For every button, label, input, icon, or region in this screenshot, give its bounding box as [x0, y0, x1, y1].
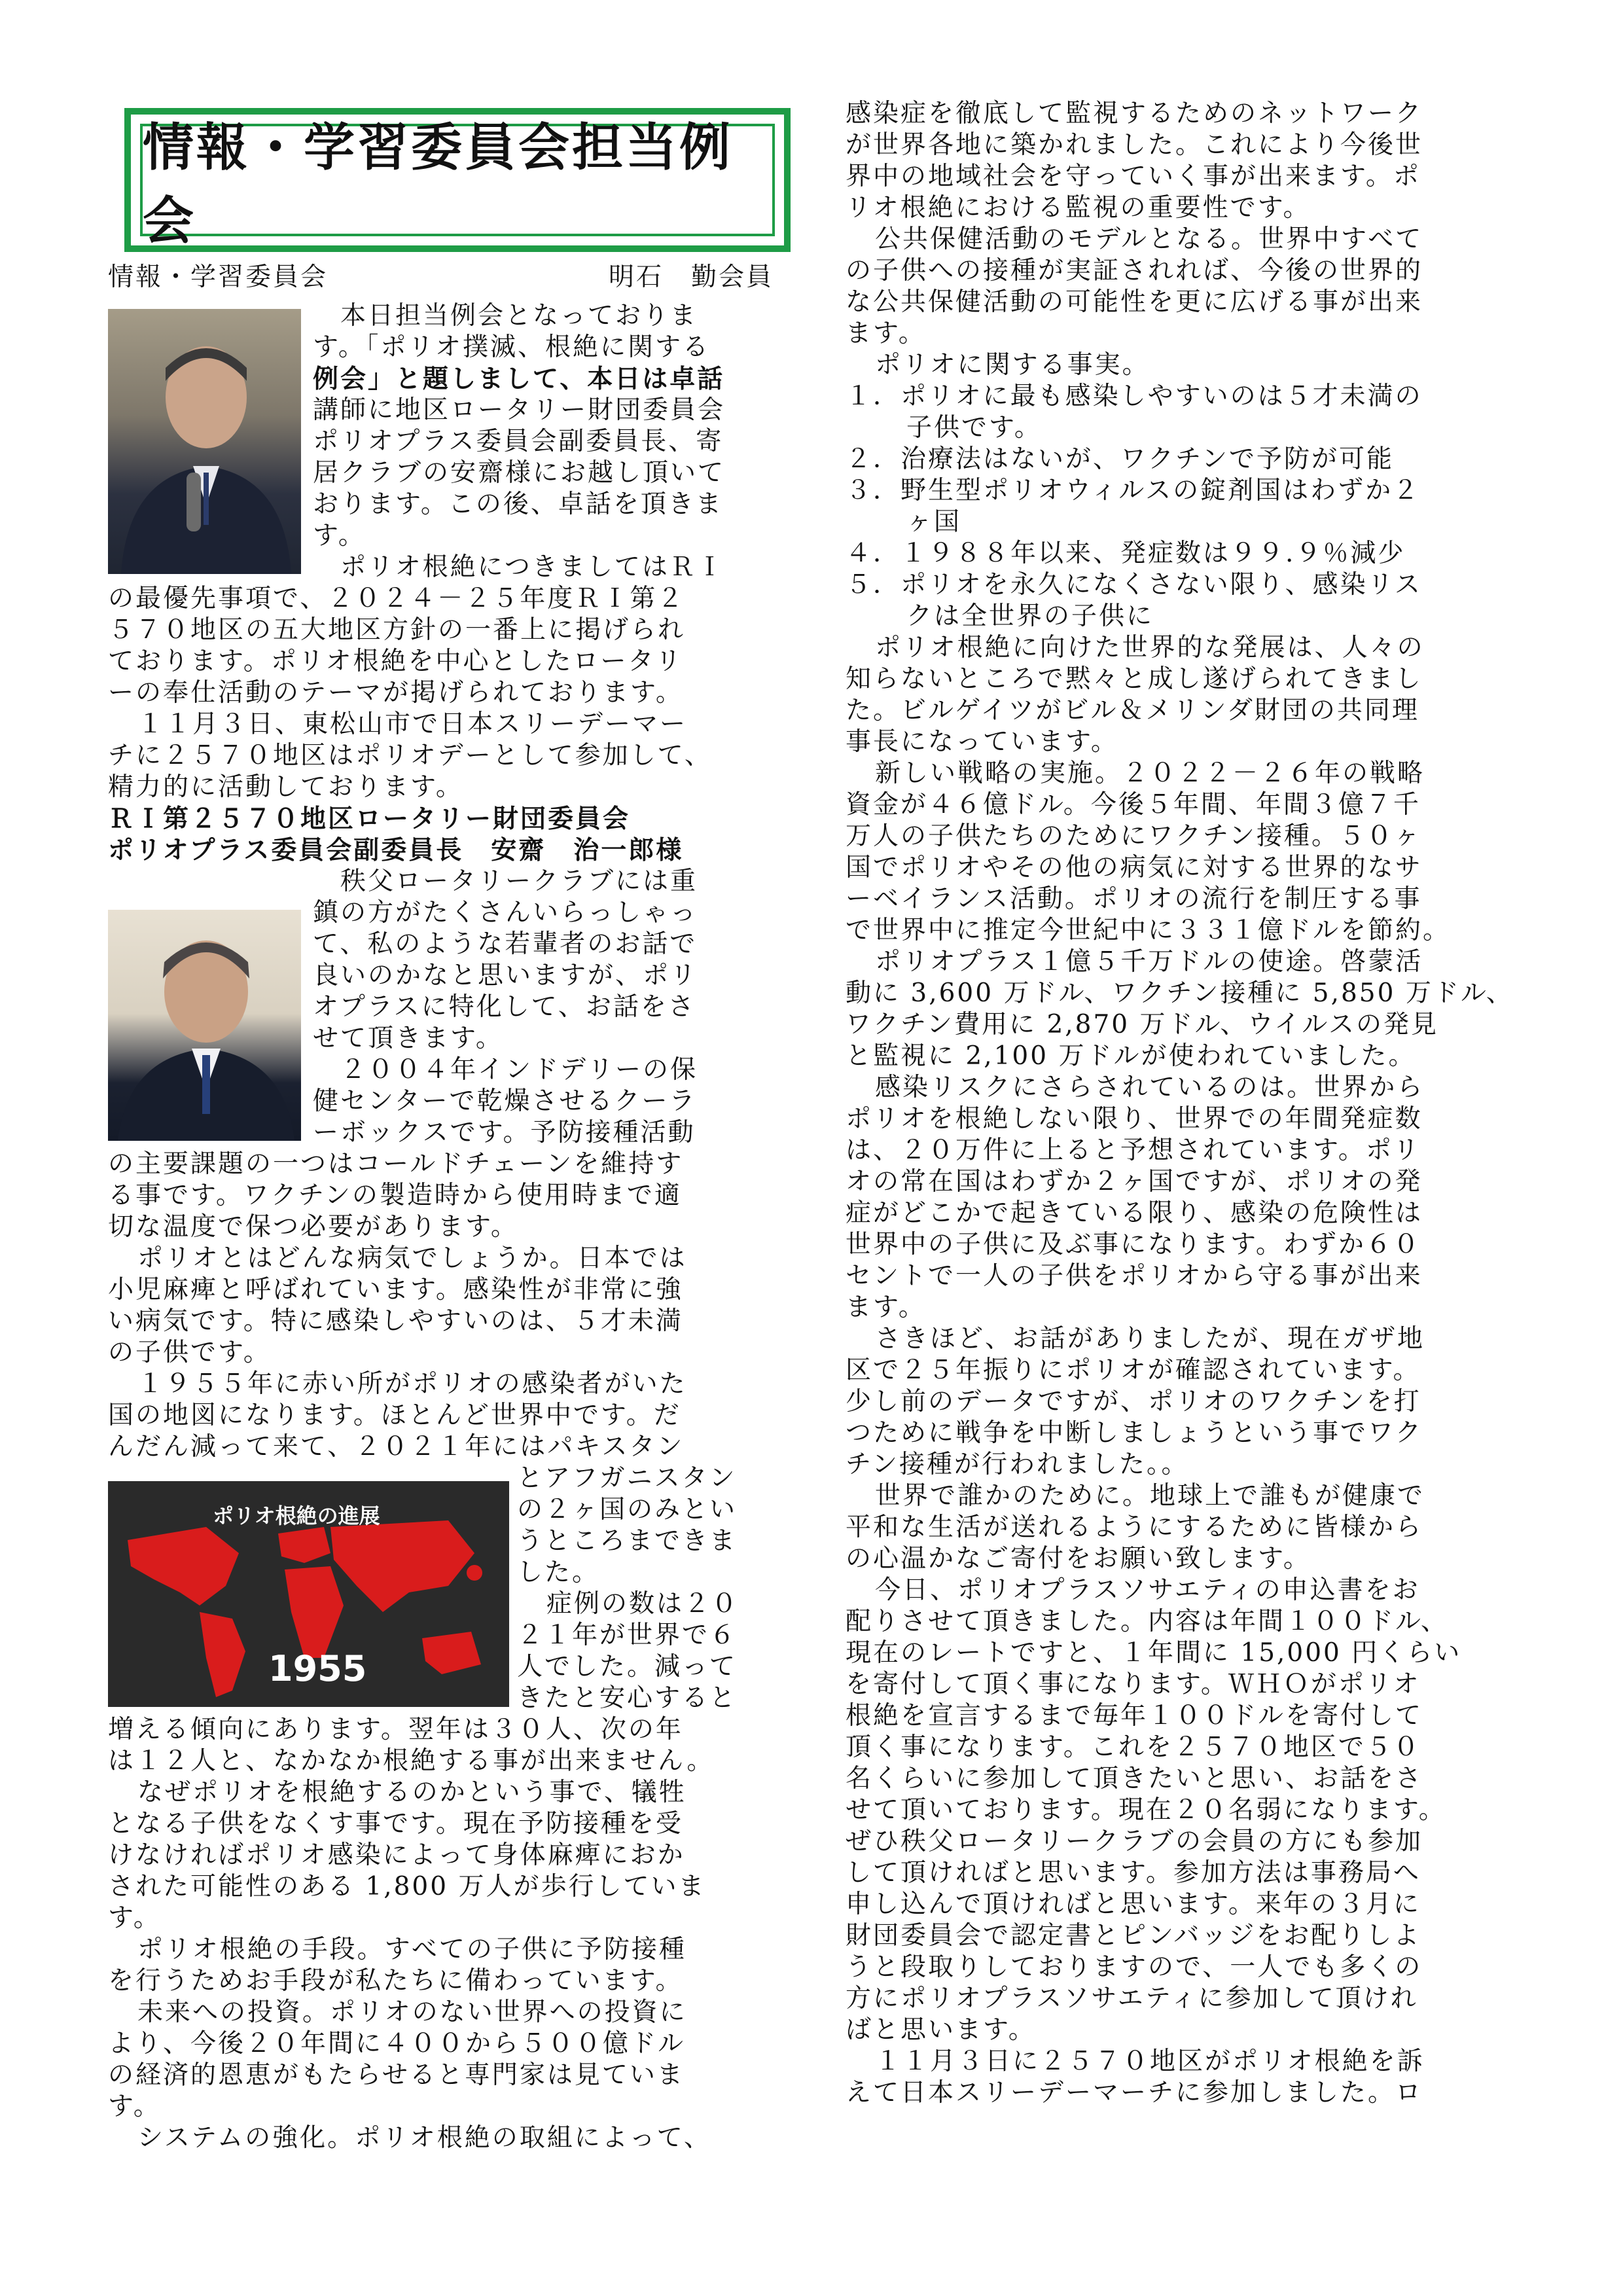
- text-line: チに２５７０地区はポリオデーとして参加して、: [108, 741, 712, 770]
- text-line: ２００４年インドデリーの保: [340, 1055, 698, 1085]
- text-line: 良いのかなと思いますが、ポリ: [313, 961, 698, 990]
- text-line: 例会」と題しまして、本日は卓話: [313, 364, 725, 394]
- text-line: えて日本スリーデーマーチに参加しました。ロ: [846, 2078, 1423, 2108]
- text-line: 少し前のデータですが、ポリオのワクチンを打: [846, 1387, 1421, 1416]
- text-line: ポリオ根絶の手段。すべての子供に予防接種: [137, 1935, 687, 1964]
- text-line: より、今後２０年間に４００から５００億ドル: [108, 2029, 686, 2058]
- text-line: 小児麻痺と呼ばれています。感染性が非常に強: [108, 1275, 683, 1304]
- text-line: ーボックスです。予防接種活動: [313, 1118, 696, 1147]
- text-line: 切な温度で保つ必要があります。: [108, 1212, 518, 1242]
- text-line: す。: [108, 1903, 161, 1933]
- text-line: の主要課題の一つはコールドチェーンを維持す: [108, 1149, 684, 1179]
- text-line: の２ヶ国のみとい: [517, 1495, 738, 1524]
- text-line: た。ビルゲイツがビル＆メリンダ財団の共同理: [846, 696, 1419, 725]
- fact-item-5: ５．ポリオを永久になくさない限り、感染リス: [846, 570, 1422, 600]
- text-line: なぜポリオを根絶するのかという事で、犠牲: [137, 1778, 687, 1807]
- title-inner-frame: [140, 118, 775, 251]
- text-line: 方にポリオプラスソサエティに参加して頂けれ: [846, 1984, 1418, 2013]
- text-line: オの常在国はわずか２ヶ国ですが、ポリオの発: [846, 1167, 1423, 1196]
- title-box: [124, 108, 791, 252]
- text-line: された可能性のある 1,800 万人が歩行していま: [108, 1872, 706, 1901]
- text-line: 資金が４６億ドル。今後５年間、年間３億７千: [846, 790, 1421, 819]
- text-line: ポリオ根絶に向けた世界的な発展は、人々の: [875, 633, 1425, 662]
- text-line: 国の地図になります。ほとんど世界中です。だ: [108, 1401, 681, 1430]
- text-line: 世界中の子供に及ぶ事になります。わずか６０: [846, 1230, 1421, 1259]
- text-line: 症がどこかで起きている限り、感染の危険性は: [846, 1198, 1423, 1228]
- text-line: 動に 3,600 万ドル、ワクチン接種に 5,850 万ドル、: [846, 978, 1514, 1008]
- text-line: とアフガニスタン: [517, 1463, 737, 1493]
- text-line: 子供です。: [906, 413, 1042, 442]
- portrait-silhouette-2: [108, 910, 301, 1141]
- text-line: 増える傾向にあります。翌年は３０人、次の年: [108, 1715, 683, 1744]
- text-line: １１月３日、東松山市で日本スリーデーマー: [137, 709, 688, 739]
- speaker-title: ポリオプラス委員会副委員長 安齋 治一郎様: [108, 835, 684, 865]
- text-line: つために戦争を中断しましょうという事でワク: [846, 1418, 1423, 1448]
- text-line: 申し込んで頂ければと思います。来年の３月に: [846, 1890, 1421, 1919]
- text-line: 頂く事になります。これを２５７０地区で５０: [846, 1732, 1421, 1762]
- text-line: 平和な生活が送れるようにするために皆様から: [846, 1513, 1423, 1542]
- text-line: 名くらいに参加して頂きたいと思い、お話をさ: [846, 1764, 1423, 1793]
- text-line: は１２人と、なかなか根絶する事が出来ません。: [108, 1746, 715, 1776]
- text-line: おります。この後、卓話を頂きま: [313, 490, 723, 519]
- text-line: が世界各地に築かれました。これにより今後世: [846, 130, 1423, 160]
- text-line: 精力的に活動しております。: [108, 772, 463, 802]
- text-line: す。: [108, 2092, 161, 2121]
- text-line: 今日、ポリオプラスソサエティの申込書をお: [875, 1575, 1420, 1605]
- text-line: は、２０万件に上ると予想されています。ポリ: [846, 1136, 1421, 1165]
- speaker-photo-ansai: [108, 910, 301, 1141]
- text-line: 感染リスクにさらされているのは。世界から: [875, 1073, 1425, 1102]
- text-line: と監視に 2,100 万ドルが使われていました。: [846, 1041, 1416, 1071]
- text-line: 配りさせて頂きました。内容は年間１００ドル、: [846, 1607, 1448, 1636]
- text-line: 鎮の方がたくさんいらっしゃっ: [313, 898, 698, 927]
- text-line: の子供です。: [108, 1338, 271, 1367]
- text-line: ワクチン費用に 2,870 万ドル、ウイルスの発見: [846, 1010, 1439, 1039]
- text-line: 現在のレートですと、１年間に 15,000 円くらい: [846, 1638, 1462, 1668]
- text-line: 本日担当例会となっておりま: [340, 301, 698, 331]
- text-line: 公共保健活動のモデルとなる。世界中すべて: [875, 224, 1423, 254]
- text-line: せて頂きます。: [313, 1024, 503, 1053]
- text-line: の最優先事項で、２０２４－２５年度ＲＩ第２: [108, 584, 685, 613]
- text-line: ます。: [846, 319, 926, 348]
- text-line: 世界で誰かのために。地球上で誰もが健康で: [875, 1481, 1425, 1511]
- text-line: した。: [517, 1558, 600, 1587]
- text-line: きたと安心すると: [517, 1683, 738, 1713]
- text-line: ぜひ秩父ロータリークラブの会員の方にも参加: [846, 1827, 1423, 1856]
- text-line: 知らないところで黙々と成し遂げられてきまし: [846, 664, 1423, 694]
- text-line: ーの奉仕活動のテーマが掲げられております。: [108, 678, 683, 708]
- text-line: せて頂いております。現在２０名弱になります。: [846, 1795, 1446, 1825]
- text-line: １９５５年に赤い所がポリオの感染者がいた: [137, 1369, 687, 1399]
- text-line: 事長になっています。: [846, 727, 1118, 757]
- committee-name: 情報・学習委員会: [108, 262, 329, 292]
- text-line: を寄付して頂く事になります。ＷＨＯがポリオ: [846, 1670, 1421, 1699]
- text-line: 未来への投資。ポリオのない世界への投資に: [137, 1998, 687, 2027]
- text-line: ポリオプラス委員会副委員長、寄: [313, 427, 724, 456]
- text-line: 感染症を徹底して監視するためのネットワーク: [846, 99, 1423, 128]
- text-line: ポリオを根絶しない限り、世界での年間発症数: [846, 1104, 1423, 1134]
- text-line: クは全世界の子供に: [906, 601, 1154, 631]
- text-line: ます。: [846, 1293, 926, 1322]
- fact-item-4: ４．１９８８年以来、発症数は９９.９％減少: [846, 539, 1406, 568]
- text-line: ポリオとはどんな病気でしょうか。日本では: [137, 1244, 687, 1273]
- text-line: ヶ国: [906, 507, 962, 537]
- text-line: うところまできま: [517, 1526, 738, 1556]
- text-line: 国でポリオやその他の病気に対する世界的なサ: [846, 853, 1423, 882]
- text-line: うと段取りしておりますので、一人でも多くの: [846, 1952, 1423, 1982]
- text-line: システムの強化。ポリオ根絶の取組によって、: [137, 2123, 711, 2153]
- text-line: で世界中に推定今世紀中に３３１億ドルを節約。: [846, 916, 1451, 945]
- text-line: 健センターで乾燥させるクーラ: [313, 1086, 697, 1116]
- text-line: ております。ポリオ根絶を中心としたロータリ: [108, 647, 683, 676]
- fact-item-2: ２．治療法はないが、ワクチンで予防が可能: [846, 444, 1395, 474]
- text-line: 根絶を宣言するまで毎年１００ドルを寄付して: [846, 1701, 1423, 1731]
- text-line: る事です。ワクチンの製造時から使用時まで適: [108, 1181, 682, 1210]
- text-line: の子供への接種が実証されれば、今後の世界的: [846, 256, 1423, 285]
- text-line: 講師に地区ロータリー財団委員会: [313, 395, 726, 425]
- text-line: 症例の数は２０: [546, 1589, 740, 1619]
- speaker-photo-akashi: [108, 309, 301, 574]
- text-line: 居クラブの安齋様にお越し頂いて: [313, 458, 726, 488]
- text-line: オプラスに特化して、お話をさ: [313, 992, 696, 1022]
- text-line: さきほど、お話がありましたが、現在ガザ地: [875, 1324, 1425, 1354]
- map-year: 1955: [268, 1648, 367, 1689]
- text-line: ポリオ根絶につきましてはＲＩ: [340, 552, 724, 582]
- text-line: リオ根絶における監視の重要性です。: [846, 193, 1311, 223]
- text-line: の心温かなご寄付をお願い致します。: [846, 1544, 1311, 1573]
- page-title: 情報・学習委員会担当例会: [143, 118, 734, 251]
- text-line: となる子供をなくす事です。現在予防接種を受: [108, 1809, 683, 1839]
- text-line: ポリオプラス１億５千万ドルの使途。啓蒙活: [875, 947, 1423, 977]
- map-title: ポリオ根絶の進展: [213, 1503, 380, 1528]
- text-line: 新しい戦略の実施。２０２２－２６年の戦略: [875, 759, 1425, 788]
- text-line: セントで一人の子供をポリオから守る事が出来: [846, 1261, 1423, 1291]
- text-line: して頂ければと思います。参加方法は事務局へ: [846, 1858, 1421, 1888]
- text-line: て、私のような若輩者のお話で: [313, 929, 698, 959]
- fact-item-1: １．ポリオに最も感染しやすいのは５才未満の: [846, 382, 1423, 411]
- fact-item-3: ３．野生型ポリオウィルスの錠剤国はわずか２: [846, 476, 1421, 505]
- text-line: 界中の地域社会を守っていく事が出来ます。ポ: [846, 162, 1421, 191]
- text-line: １１月３日に２５７０地区がポリオ根絶を訴: [875, 2047, 1425, 2076]
- text-line: 万人の子供たちのためにワクチン接種。５０ヶ: [846, 821, 1422, 851]
- text-line: チン接種が行われました。。: [846, 1450, 1189, 1479]
- polio-world-map: [108, 1481, 509, 1707]
- text-line: な公共保健活動の可能性を更に広げる事が出来: [846, 287, 1423, 317]
- text-line: い病気です。特に感染しやすいのは、５才未満: [108, 1306, 683, 1336]
- text-line: ーベイランス活動。ポリオの流行を制圧する事: [846, 884, 1422, 914]
- text-line: 人でした。減って: [517, 1652, 738, 1681]
- text-line: んだん減って来て、２０２１年にはパキスタン: [108, 1432, 685, 1462]
- text-line: 財団委員会で認定書とピンバッジをお配りしよ: [846, 1921, 1421, 1950]
- text-line: ポリオに関する事実。: [875, 350, 1150, 380]
- text-line: す。「ポリオ撲滅、根絶に関する: [313, 332, 710, 362]
- text-line: す。: [313, 521, 366, 550]
- portrait-silhouette-1: [108, 309, 301, 574]
- text-line: を行うためお手段が私たちに備わっています。: [108, 1966, 683, 1996]
- speaker-affiliation: ＲＩ第２５７０地区ロータリー財団委員会: [108, 804, 631, 834]
- text-line: 区で２５年振りにポリオが確認されています。: [846, 1355, 1421, 1385]
- text-line: の経済的恩恵がもたらせると専門家は見ていま: [108, 2060, 685, 2090]
- text-line: ２１年が世界で６: [517, 1621, 738, 1650]
- text-line: ５７０地区の五大地区方針の一番上に掲げられ: [108, 615, 686, 645]
- text-line: ばと思います。: [846, 2015, 1036, 2045]
- author-name: 明石 勤会員: [609, 262, 774, 292]
- text-line: けなければポリオ感染によって身体麻痺におか: [108, 1840, 685, 1870]
- text-line: 秩父ロータリークラブには重: [340, 867, 698, 896]
